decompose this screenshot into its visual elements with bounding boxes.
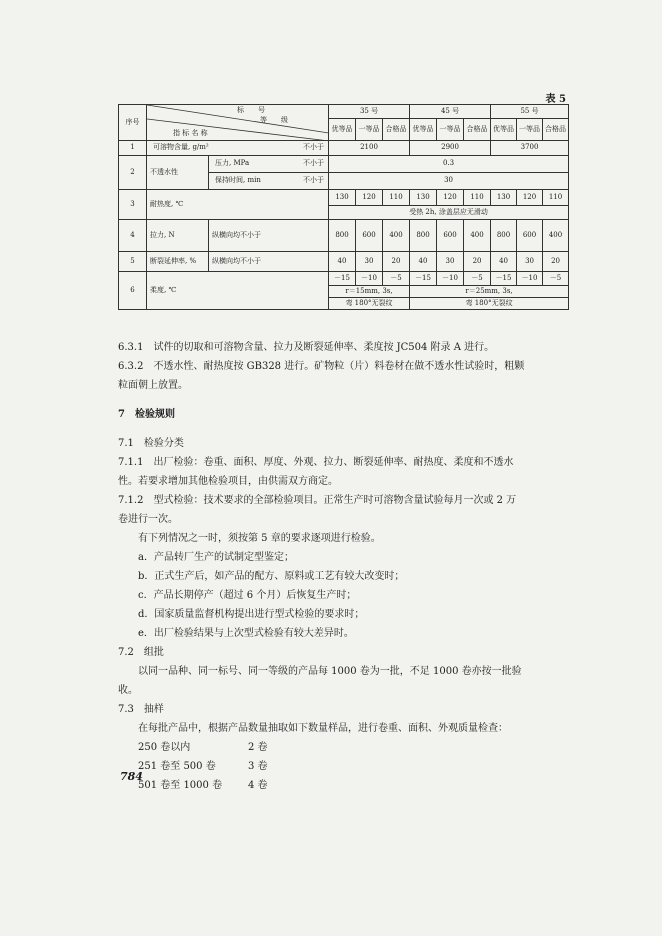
- paragraph: 7.1.2 型式检验：技术要求的全部检验项目。正常生产时可溶物含量试验每月一次或 2 万: [118, 495, 517, 506]
- table-row: [119, 190, 569, 206]
- note-cell: 受热 2h, 涂盖层应无滑动: [329, 206, 569, 220]
- table-row: [119, 156, 569, 173]
- value-cell: 40: [491, 252, 517, 272]
- grade-cell: 优等品: [491, 119, 517, 141]
- value-cell: 0.3: [329, 156, 569, 173]
- row-condition: 纵横向均不小于: [209, 252, 329, 272]
- value-cell: 800: [410, 220, 437, 252]
- value-cell: 400: [543, 220, 569, 252]
- value-cell: 120: [356, 190, 383, 206]
- list-item: c．产品长期停产（超过 6 个月）后恢复生产时；: [138, 590, 357, 601]
- grade-label: 等 级: [260, 116, 288, 124]
- sub-label: 保持时间, min 不小于: [209, 173, 329, 190]
- value-cell: 120: [517, 190, 543, 206]
- value-cell: 130: [410, 190, 437, 206]
- grade-cell: 优等品: [329, 119, 356, 141]
- sample-row: 250 卷以内 2 卷: [138, 742, 268, 753]
- value-cell: 20: [543, 252, 569, 272]
- row-label: 拉力, N: [147, 220, 209, 252]
- row-number: 5: [119, 252, 147, 272]
- note-cell: 弯 180°无裂纹: [329, 298, 410, 310]
- row-number: 2: [119, 156, 147, 190]
- paragraph: 卷进行一次。: [118, 514, 178, 525]
- row-number: 1: [119, 141, 147, 156]
- value-cell: 3700: [491, 141, 569, 156]
- value-cell: －10: [356, 272, 383, 286]
- paragraph: 收。: [118, 685, 138, 696]
- section-heading: 7 检验规则: [118, 409, 175, 420]
- value-cell: 20: [464, 252, 491, 272]
- mark-55: 55 号: [491, 105, 569, 119]
- note-cell: r＝15mm, 3s,: [329, 286, 410, 298]
- value-cell: －10: [517, 272, 543, 286]
- paragraph: 性。若要求增加其他检验项目，由供需双方商定。: [118, 476, 338, 487]
- mark-label: 标 号: [237, 106, 265, 114]
- value-cell: 20: [383, 252, 410, 272]
- row-label: 断裂延伸率, %: [147, 252, 209, 272]
- row-condition: 纵横向均不小于: [209, 220, 329, 252]
- grade-cell: 合格品: [383, 119, 410, 141]
- sample-row: 251 卷至 500 卷 3 卷: [138, 761, 268, 772]
- grade-cell: 一等品: [517, 119, 543, 141]
- sample-row: 501 卷至 1000 卷 4 卷: [138, 780, 268, 791]
- note-cell: r＝25mm, 3s,: [410, 286, 569, 298]
- subsection-heading: 7.2 组批: [118, 647, 164, 658]
- value-cell: 120: [437, 190, 464, 206]
- value-cell: 600: [356, 220, 383, 252]
- value-cell: 40: [329, 252, 356, 272]
- paragraph: 6.3.1 试件的切取和可溶物含量、拉力及断裂延伸率、柔度按 JC504 附录 A 进行。: [118, 342, 495, 353]
- table-row: [119, 272, 569, 286]
- page-number: 784: [120, 770, 143, 783]
- row-number: 3: [119, 190, 147, 220]
- index-name-label: 指 标 名 称: [173, 129, 208, 138]
- table-row: [119, 220, 569, 252]
- value-cell: 2100: [329, 141, 410, 156]
- sub-label: 压力, MPa 不小于: [209, 156, 329, 173]
- value-cell: 130: [491, 190, 517, 206]
- value-cell: 30: [437, 252, 464, 272]
- header-diagonal-cell: [147, 105, 329, 141]
- grade-cell: 优等品: [410, 119, 437, 141]
- grade-cell: 一等品: [356, 119, 383, 141]
- mark-45: 45 号: [410, 105, 491, 119]
- value-cell: 600: [517, 220, 543, 252]
- table-row: [119, 252, 569, 272]
- paragraph: 6.3.2 不透水性、耐热度按 GB328 进行。矿物粒（片）料卷材在做不透水性试验时，粗颗: [118, 361, 525, 372]
- grade-cell: 一等品: [437, 119, 464, 141]
- mark-35: 35 号: [329, 105, 410, 119]
- value-cell: 110: [543, 190, 569, 206]
- value-cell: 130: [329, 190, 356, 206]
- note-cell: 弯 180°无裂纹: [410, 298, 569, 310]
- spec-table: [118, 104, 569, 310]
- list-item: d．国家质量监督机构提出进行型式检验的要求时；: [138, 609, 365, 620]
- value-cell: －10: [437, 272, 464, 286]
- value-cell: 30: [329, 173, 569, 190]
- table-caption: 表 5: [545, 94, 566, 105]
- row-label: 柔度, ℃: [147, 272, 329, 310]
- paragraph: 7.1.1 出厂检验：卷重、面积、厚度、外观、拉力、断裂延伸率、耐热度、柔度和不透水: [118, 457, 514, 468]
- list-item: b．正式生产后，如产品的配方、原料或工艺有较大改变时；: [138, 571, 405, 582]
- subsection-heading: 7.3 抽样: [118, 704, 164, 715]
- paragraph: 粒面朝上放置。: [118, 380, 188, 391]
- value-cell: 600: [437, 220, 464, 252]
- list-item: a．产品转厂生产的试制定型鉴定；: [138, 552, 294, 563]
- value-cell: －15: [410, 272, 437, 286]
- paragraph: 有下列情况之一时，须按第 5 章的要求逐项进行检验。: [138, 533, 381, 544]
- grade-cell: 合格品: [543, 119, 569, 141]
- value-cell: 40: [410, 252, 437, 272]
- value-cell: 110: [464, 190, 491, 206]
- row-number: 6: [119, 272, 147, 310]
- grade-cell: 合格品: [464, 119, 491, 141]
- value-cell: －5: [383, 272, 410, 286]
- row-number: 4: [119, 220, 147, 252]
- value-cell: 2900: [410, 141, 491, 156]
- list-item: e．出厂检验结果与上次型式检验有较大差异时。: [138, 628, 354, 639]
- table-row: [119, 141, 569, 156]
- value-cell: 800: [329, 220, 356, 252]
- seq-header: 序号: [119, 105, 147, 141]
- value-cell: 400: [464, 220, 491, 252]
- value-cell: －5: [464, 272, 491, 286]
- row-label: 耐热度, ℃: [147, 190, 329, 220]
- subsection-heading: 7.1 检验分类: [118, 438, 184, 449]
- value-cell: 400: [383, 220, 410, 252]
- value-cell: －15: [491, 272, 517, 286]
- row-label: 不透水性: [147, 156, 209, 190]
- paragraph: 以同一品种、同一标号、同一等级的产品每 1000 卷为一批，不足 1000 卷亦按一批验: [138, 666, 522, 677]
- value-cell: 30: [517, 252, 543, 272]
- value-cell: 30: [356, 252, 383, 272]
- paragraph: 在每批产品中，根据产品数量抽取如下数量样品，进行卷重、面积、外观质量检查：: [138, 723, 508, 734]
- value-cell: 110: [383, 190, 410, 206]
- value-cell: 800: [491, 220, 517, 252]
- body-text: [118, 338, 574, 795]
- value-cell: －5: [543, 272, 569, 286]
- row-label: 可溶物含量, g/m² 不小于: [147, 141, 329, 156]
- value-cell: －15: [329, 272, 356, 286]
